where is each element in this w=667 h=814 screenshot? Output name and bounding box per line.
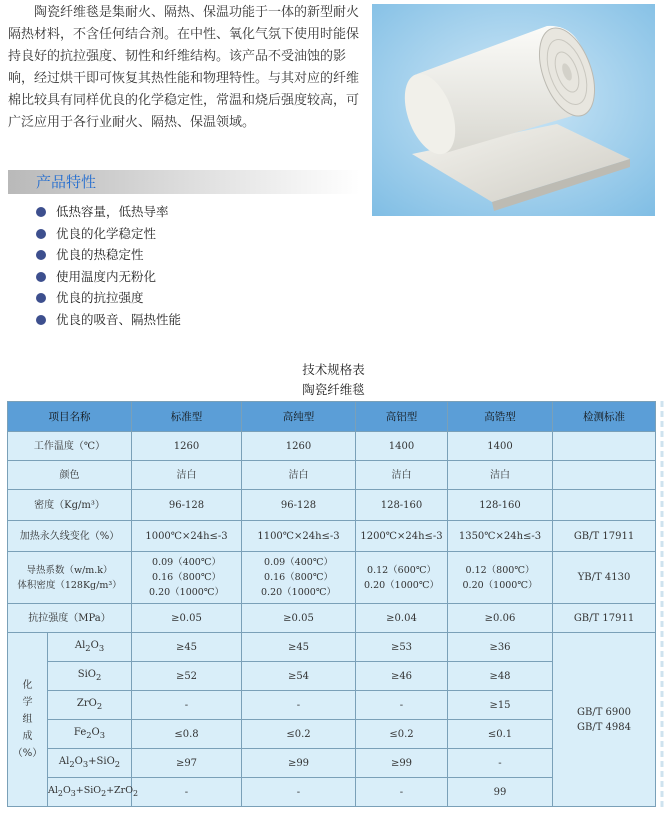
cell: ≥0.04 [356,604,448,633]
cell: 洁白 [356,461,448,490]
row-label: 加热永久线变化（%） [8,521,132,552]
cell [356,552,448,604]
table-row [8,490,656,521]
bullet-icon [36,229,46,239]
cell-line: 0.12（800℃） [465,564,535,576]
chem-test-standard [553,633,656,807]
cell: ≥45 [132,633,242,662]
header-test-standard: 检测标准 [553,402,656,432]
cell: ≤0.1 [448,720,553,749]
cell-line: 0.16（800℃） [152,572,221,583]
section-title: 产品特性 [36,173,97,191]
cell: 洁白 [448,461,553,490]
feature-text: 优良的化学稳定性 [56,225,157,241]
cell: ≥53 [356,633,448,662]
cell: ≥99 [356,749,448,778]
cell-line: 0.20（1000℃） [364,579,439,591]
cell: 1400 [356,432,448,461]
cell: 1000℃×24h≤-3 [132,521,242,552]
feature-text: 优良的抗拉强度 [56,290,144,305]
chem-name: $Al_2O_3$ [48,633,132,662]
feature-item [36,223,181,245]
bullet-icon [36,250,46,260]
label-char: 成 [22,731,33,742]
cell: ≥45 [242,633,356,662]
bullet-icon [36,315,46,325]
table-title: 技术规格表 [302,362,365,377]
header-high-alumina: 高铝型 [356,402,448,432]
cell: 96-128 [132,490,242,521]
cell [448,552,553,604]
feature-item [36,309,181,331]
cell-line: 0.09（400℃） [264,557,333,568]
cell: - [356,691,448,720]
cell: 1100℃×24h≤-3 [242,521,356,552]
label-line: 体积密度（128Kg/m³） [17,579,122,591]
cell: ≥0.05 [242,604,356,633]
table-subtitle: 陶瓷纤维毯 [302,382,365,397]
row-label: 颜色 [8,461,132,490]
cell: ≥0.06 [448,604,553,633]
cell: 1350℃×24h≤-3 [448,521,553,552]
cell: GB/T 17911 [553,521,656,552]
chem-name: ZrO$_2$ [48,691,132,720]
cell: ≥99 [242,749,356,778]
header-zirconia: 高锆型 [448,402,553,432]
header-item-name: 项目名称 [8,402,132,432]
cell: 洁白 [132,461,242,490]
header-high-purity: 高纯型 [242,402,356,432]
row-label [8,552,132,604]
feature-item [36,266,181,288]
cell: 96-128 [242,490,356,521]
cell: - [242,691,356,720]
feature-text: 优良的吸音、隔热性能 [56,311,182,327]
cell: ≥46 [356,662,448,691]
cell: GB/T 17911 [553,604,656,633]
feature-text: 使用温度内无粉化 [56,268,157,284]
feature-item [36,287,181,309]
standard-line: GB/T 6900 [576,706,631,718]
cell: ≤0.8 [132,720,242,749]
cell-line: 0.20（1000℃） [261,587,336,598]
cell [553,461,656,490]
cell-line: 0.20（1000℃） [462,579,538,591]
cell: 128-160 [356,490,448,521]
bullet-icon [36,272,46,282]
cell: YB/T 4130 [553,552,656,604]
cell: 1400 [448,432,553,461]
cell: ≤0.2 [242,720,356,749]
table-row [8,604,656,633]
cell: 1260 [132,432,242,461]
product-image-ceramic-fiber-blanket-roll [372,4,655,216]
cell: ≥48 [448,662,553,691]
table-row [8,521,656,552]
chem-name: $Fe_2O_3$ [48,720,132,749]
table-row [8,552,656,604]
cell: 1200℃×24h≤-3 [356,521,448,552]
row-label: 密度（Kg/m³） [8,490,132,521]
feature-item [36,201,181,223]
cell: ≥97 [132,749,242,778]
intro-paragraph: 陶瓷纤维毯是集耐火、隔热、保温功能于一体的新型耐火隔热材料，不含任何结合剂。在中性、氧化气氛下使用时能保持良好的抗拉强度、韧性和纤维结构。该产品不受油蚀的影响，经过烘干即可恢复其热性能和物理特性。与其对应的纤维棉比较具有同样优良的化学稳定性，常温和烧后强度较高，可广泛应用于各行业耐火、隔热、保温领域。 [8,5,360,130]
cell [132,552,242,604]
label-char: 组 [22,714,33,725]
row-label: 工作温度（℃） [8,432,132,461]
bullet-icon [36,293,46,303]
cell: ≥0.05 [132,604,242,633]
cell: - [132,691,242,720]
table-header-row [8,402,656,432]
label-line: 导热系数（w/m.k） [26,564,113,576]
cell: ≥15 [448,691,553,720]
cell: 1260 [242,432,356,461]
label-char: 化 [22,680,33,691]
chem-name: $Al_2O_3+SiO_2$ [48,749,132,778]
standard-line: GB/T 4984 [576,721,631,733]
cell-line: 0.09（400℃） [152,557,221,568]
chem-name: SiO$_2$ [48,662,132,691]
cell: ≤0.2 [356,720,448,749]
feature-item [36,244,181,266]
table-row [8,432,656,461]
cell: ≥52 [132,662,242,691]
feature-list [36,201,181,330]
cell-line: 0.16（800℃） [264,572,333,583]
cell: 128-160 [448,490,553,521]
cell: 99 [448,778,553,807]
cell [553,432,656,461]
cell [553,490,656,521]
chem-name: $Al_2O_3+SiO_2+ZrO_2$ [48,778,132,807]
decorative-dashed-edge [659,401,665,808]
table-row [8,633,656,662]
header-standard: 标准型 [132,402,242,432]
cell: - [356,778,448,807]
row-label: 抗拉强度（MPa） [8,604,132,633]
chemical-composition-label [8,633,48,807]
spec-table [7,401,656,807]
label-char: 学 [22,697,33,708]
cell-line: 0.20（1000℃） [149,587,224,598]
section-header-product-features [8,170,360,194]
cell: ≥54 [242,662,356,691]
cell: 洁白 [242,461,356,490]
feature-text: 优良的热稳定性 [56,247,144,262]
cell: - [132,778,242,807]
feature-text: 低热容量，低热导率 [56,204,169,219]
label-char: （%） [12,748,43,759]
cell: - [448,749,553,778]
cell: - [242,778,356,807]
cell-line: 0.12（600℃） [367,564,436,576]
cell [242,552,356,604]
bullet-icon [36,207,46,217]
cell: ≥36 [448,633,553,662]
table-row [8,461,656,490]
